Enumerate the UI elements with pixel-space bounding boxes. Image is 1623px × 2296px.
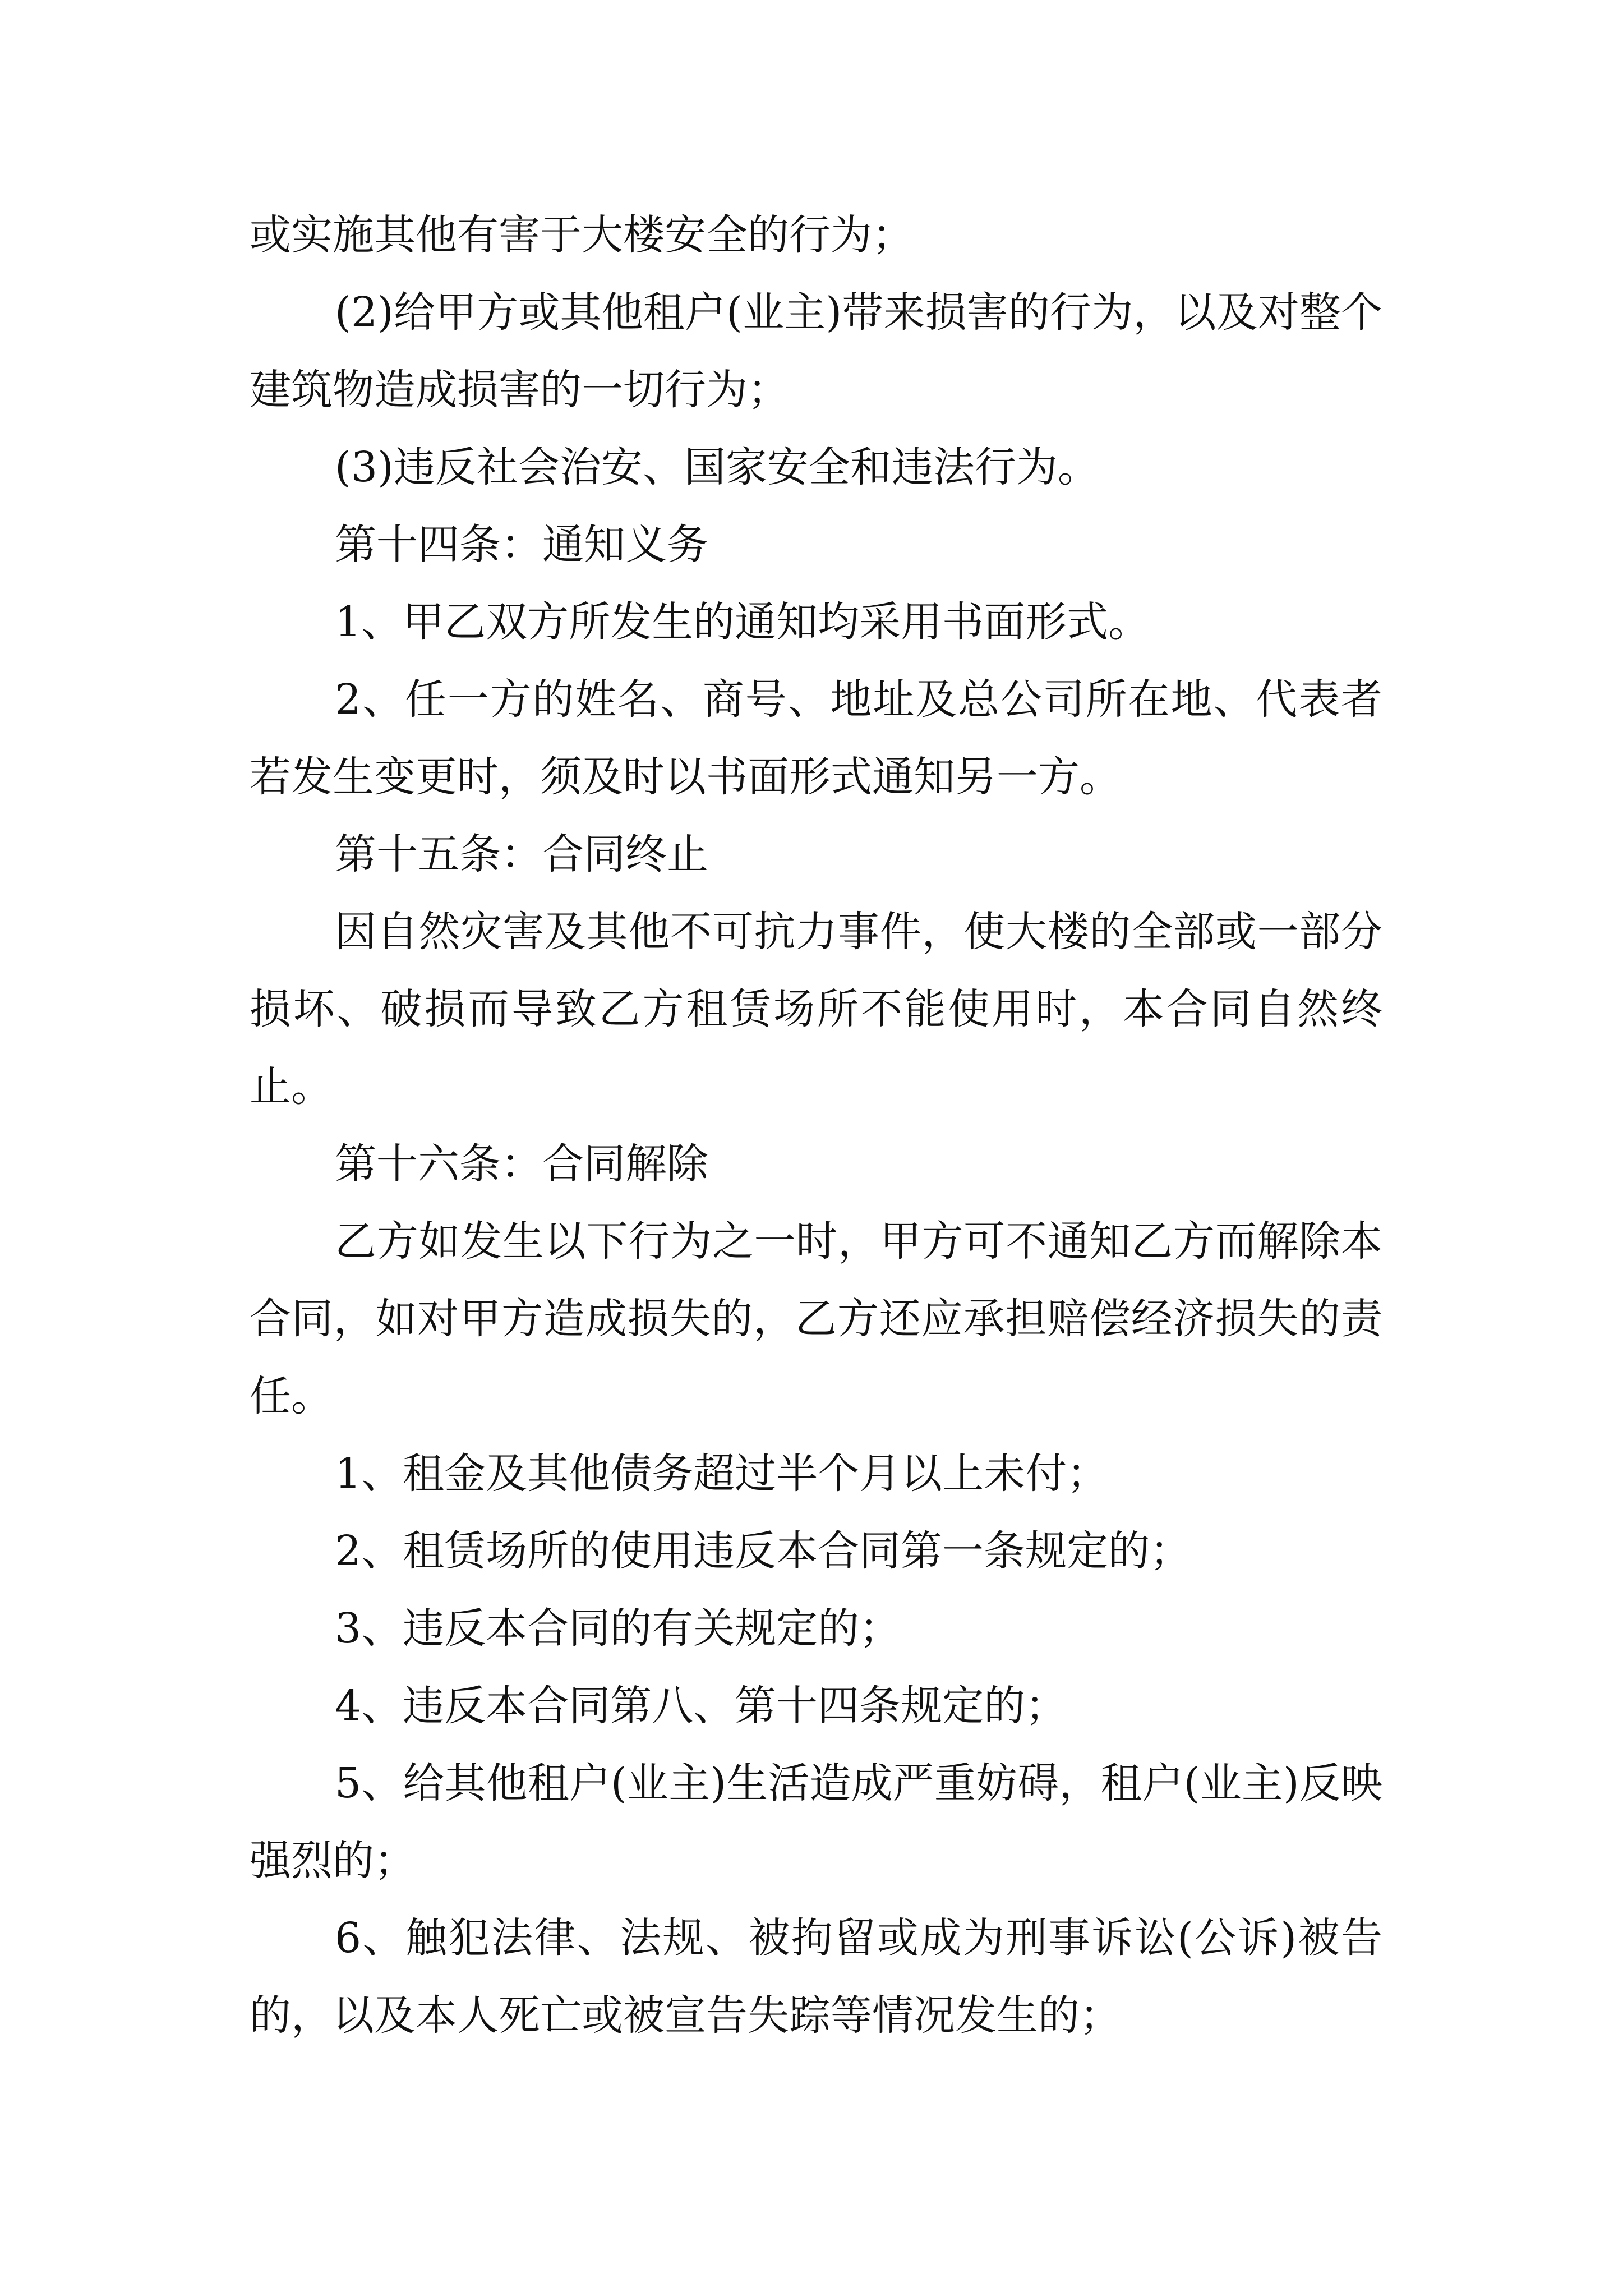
paragraph: 2、任一方的姓名、商号、地址及总公司所在地、代表者若发生变更时，须及时以书面形式通知另一方。 <box>250 675 1382 801</box>
list-item: 5、给其他租户(业主)生活造成严重妨碍，租户(业主)反映强烈的； <box>250 1759 1382 1885</box>
paragraph: 因自然灾害及其他不可抗力事件，使大楼的全部或一部分损坏、破损而导致乙方租赁场所不能使用时，本合同自然终止。 <box>250 908 1382 1111</box>
section-heading: 第十六条：合同解除 <box>335 1140 708 1188</box>
list-item: 3、违反本合同的有关规定的； <box>335 1604 901 1653</box>
list-item: 2、租赁场所的使用违反本合同第一条规定的； <box>335 1527 1192 1575</box>
list-item: 1、租金及其他债务超过半个月以上未付； <box>335 1450 1109 1498</box>
list-item: 4、违反本合同第八、第十四条规定的； <box>335 1682 1067 1730</box>
paragraph: (3)违反社会治安、国家安全和违法行为。 <box>335 443 1099 491</box>
section-heading: 第十四条：通知义务 <box>335 521 708 569</box>
section-heading: 第十五条：合同终止 <box>335 830 708 878</box>
document-body <box>250 196 1382 2054</box>
paragraph: (2)给甲方或其他租户(业主)带来损害的行为，以及对整个建筑物造成损害的一切行为； <box>250 288 1382 414</box>
paragraph: 或实施其他有害于大楼安全的行为； <box>250 211 914 259</box>
list-item: 6、触犯法律、法规、被拘留或成为刑事诉讼(公诉)被告的，以及本人死亡或被宣告失踪等情况发生的； <box>250 1914 1382 2040</box>
paragraph: 乙方如发生以下行为之一时，甲方可不通知乙方而解除本合同，如对甲方造成损失的，乙方还应承担赔偿经济损失的责任。 <box>250 1217 1382 1420</box>
paragraph: 1、甲乙双方所发生的通知均采用书面形式。 <box>335 598 1150 646</box>
